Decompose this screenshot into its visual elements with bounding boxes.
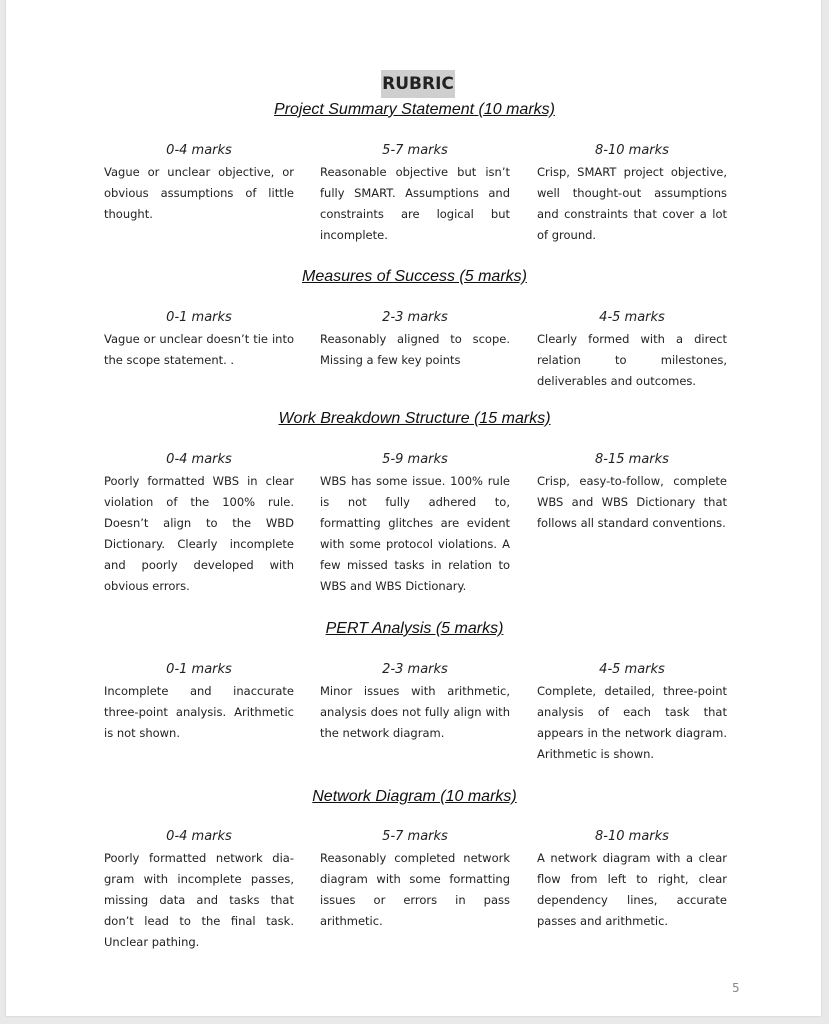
rubric-cell	[320, 140, 510, 246]
rubric-cell	[537, 659, 727, 765]
rubric-cell	[537, 307, 727, 392]
criteria-text: Poorly formatted network dia-gram with incomplete passes, missing data and tasks that don’t lead to the final task. Unclear pathing.	[104, 851, 294, 949]
rubric-cell	[104, 307, 294, 371]
marks-label: 0-1 marks	[166, 310, 232, 325]
rubric-title: RUBRIC	[381, 70, 455, 98]
criteria-text: Clearly formed with a direct relation to milestones, deliverables and outcomes.	[537, 332, 727, 388]
page-number: 5	[732, 981, 740, 995]
rubric-cell	[104, 449, 294, 597]
criteria-text: Complete, detailed, three-point analysis of each task that appears in the network diagram. Arithmetic is shown.	[537, 684, 727, 761]
marks-label: 5-9 marks	[382, 452, 448, 467]
rubric-cell	[320, 826, 510, 932]
criteria-text: Minor issues with arithmetic, analysis does not fully align with the network diagram.	[320, 684, 510, 740]
marks-label: 5-7 marks	[382, 829, 448, 844]
criteria-text: Reasonably aligned to scope. Missing a few key points	[320, 332, 510, 367]
marks-label: 2-3 marks	[382, 662, 448, 677]
marks-label: 8-15 marks	[595, 452, 669, 467]
criteria-text: Vague or unclear doesn’t tie into the scope statement. .	[104, 332, 294, 367]
section-heading-network-diagram: Network Diagram (10 marks)	[312, 788, 517, 805]
marks-label: 0-4 marks	[166, 143, 232, 158]
marks-label: 8-10 marks	[595, 143, 669, 158]
marks-label: 0-4 marks	[166, 829, 232, 844]
criteria-text: Crisp, easy-to-follow, complete WBS and WBS Dictionary that follows all standard conventions.	[537, 474, 727, 530]
rubric-cell	[320, 307, 510, 371]
criteria-text: Reasonably completed network diagram with some formatting issues or errors in pass arithmetic.	[320, 851, 510, 928]
criteria-text: Incomplete and inaccurate three-point analysis. Arithmetic is not shown.	[104, 684, 294, 740]
marks-label: 8-10 marks	[595, 829, 669, 844]
marks-label: 0-4 marks	[166, 452, 232, 467]
rubric-cell	[104, 659, 294, 744]
marks-label: 5-7 marks	[382, 143, 448, 158]
marks-label: 4-5 marks	[599, 310, 665, 325]
criteria-text: A network diagram with a clear flow from left to right, clear dependency lines, accurate passes and arithmetic.	[537, 851, 727, 928]
criteria-text: Reasonable objective but isn’t fully SMART. Assumptions and constraints are logical but incomplete.	[320, 165, 510, 242]
rubric-cell	[537, 449, 727, 534]
rubric-cell	[537, 140, 727, 246]
marks-label: 0-1 marks	[166, 662, 232, 677]
section-heading-measures-of-success: Measures of Success (5 marks)	[302, 268, 527, 285]
rubric-cell	[320, 659, 510, 744]
rubric-cell	[320, 449, 510, 597]
rubric-cell	[104, 140, 294, 225]
criteria-text: Poorly formatted WBS in clear violation of the 100% rule. Doesn’t align to the WBD Dictionary. Clearly incomplete and poorly developed with obvious errors.	[104, 474, 294, 593]
section-heading-pert-analysis: PERT Analysis (5 marks)	[325, 620, 504, 637]
section-heading-wbs: Work Breakdown Structure (15 marks)	[278, 410, 551, 427]
section-heading-project-summary: Project Summary Statement (10 marks)	[274, 101, 555, 118]
marks-label: 4-5 marks	[599, 662, 665, 677]
rubric-cell	[537, 826, 727, 932]
criteria-text: WBS has some issue. 100% rule is not fully adhered to, formatting glitches are evident with some protocol violations. A few missed tasks in relation to WBS and WBS Dictionary.	[320, 474, 510, 593]
criteria-text: Crisp, SMART project objective, well thought-out assumptions and constraints that cover a lot of ground.	[537, 165, 727, 242]
rubric-cell	[104, 826, 294, 953]
criteria-text: Vague or unclear objective, or obvious assumptions of little thought.	[104, 165, 294, 221]
marks-label: 2-3 marks	[382, 310, 448, 325]
